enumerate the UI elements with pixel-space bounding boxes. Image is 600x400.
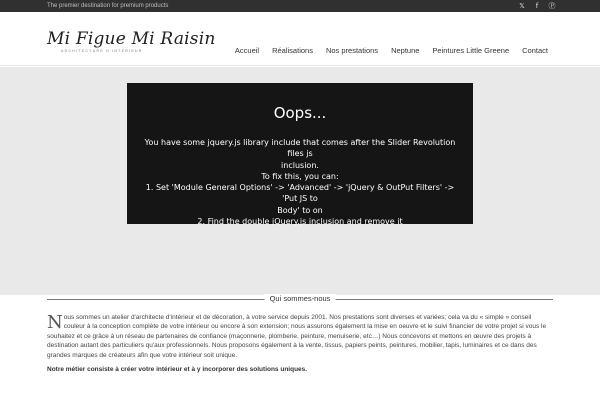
nav-realisations[interactable]: Réalisations bbox=[272, 46, 313, 55]
about-text: ous sommes un atelier d'architecte d'intérieur et de décoration, à votre service depuis 2001. Nos prestations sont diverses et variées; cela va du « simple » conseil couleur à la conception complète de votre intérieur ou encore à son extension; nous assurons également la mise en oeuvre et le suivi financier de votre projet si vous le souhaitez et ce grâce à un réseau de partenaires de confiance (maçonnerie, plomberie, peinture, menuiserie, etc…) Nous concevons et mettons en œuvre des projets à destination autant des particuliers qu'aux professionnels. Nous proposons également à la vente, tissus, papiers peints, peintures, mobilier, tapis, luminaires et ce dans des grandes marques de créateurs afin que votre intérieur soit unique. bbox=[47, 314, 547, 359]
error-line: Body' to on bbox=[277, 205, 323, 215]
slider-error-box bbox=[127, 83, 473, 227]
section-divider bbox=[47, 294, 553, 304]
error-line: 1. Set 'Module General Options' -> 'Advanced' -> 'jQuery & OutPut Filters' -> 'Put JS to bbox=[145, 183, 455, 204]
nav-nos-prestations[interactable]: Nos prestations bbox=[325, 46, 379, 55]
error-line: 2. Find the double jQuery.js inclusion and remove it bbox=[197, 217, 403, 227]
top-bar bbox=[0, 0, 600, 12]
main-nav bbox=[222, 46, 548, 56]
facebook-icon[interactable]: f bbox=[535, 2, 539, 10]
error-title: Oops... bbox=[273, 104, 327, 122]
error-line: To fix this, you can: bbox=[261, 171, 339, 181]
site-logo[interactable] bbox=[47, 30, 216, 53]
about-content bbox=[47, 313, 553, 374]
error-line: You have some jquery.js library include that comes after the Slider Revolution files js bbox=[144, 138, 456, 159]
section-title: Qui sommes-nous bbox=[265, 294, 336, 304]
about-tagline: Notre métier consiste à créer votre intérieur et à y incorporer des solutions uniques. bbox=[47, 366, 308, 374]
twitter-icon[interactable]: 𝕏 bbox=[519, 2, 525, 10]
error-message bbox=[127, 137, 473, 227]
logo-subtitle: ARCHITECTURE D'INTÉRIEUR bbox=[61, 49, 143, 53]
social-links bbox=[518, 2, 556, 10]
dropcap: N bbox=[47, 312, 63, 333]
tagline: The premier destination for premium products bbox=[47, 3, 169, 9]
slider-area bbox=[0, 67, 600, 295]
site-header bbox=[0, 12, 600, 66]
error-line: inclusion. bbox=[281, 160, 319, 170]
nav-peintures-little-greene[interactable]: Peintures Little Greene bbox=[432, 46, 510, 55]
nav-contact[interactable]: Contact bbox=[522, 46, 548, 55]
logo-text: Mi Figue Mi Raisin bbox=[47, 29, 216, 49]
pinterest-icon[interactable]: Ⓟ bbox=[548, 2, 556, 10]
nav-accueil[interactable]: Accueil bbox=[234, 46, 260, 55]
about-paragraph bbox=[47, 313, 553, 360]
nav-neptune[interactable]: Neptune bbox=[391, 46, 420, 55]
